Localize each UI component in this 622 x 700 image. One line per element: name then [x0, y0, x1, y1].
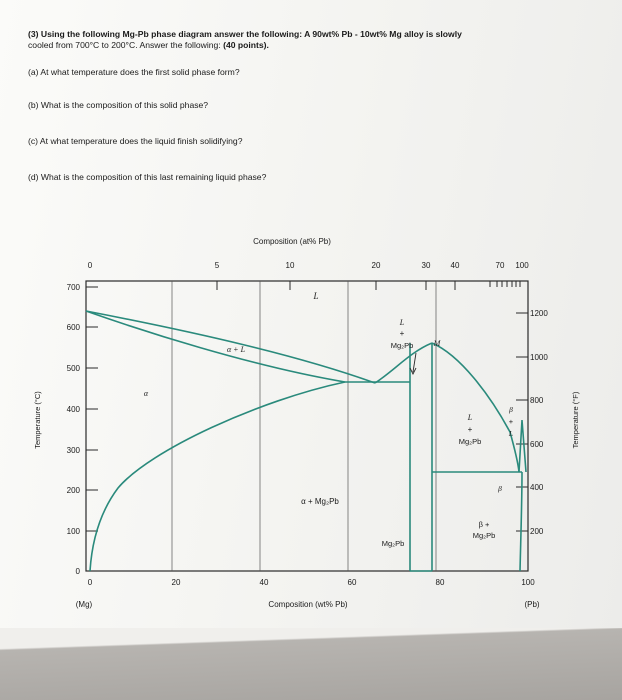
liquidus-right — [432, 343, 519, 472]
top-tick-label: 30 — [421, 261, 431, 270]
top-tick-label: 100 — [515, 261, 529, 270]
right-tick-label: 400 — [530, 483, 544, 492]
top-axis-title: Composition (at% Pb) — [253, 237, 331, 246]
right-tick-label: 1000 — [530, 353, 548, 362]
region-l-mg2pb-left-plus: + — [399, 329, 405, 338]
vertical-gridlines — [172, 281, 436, 571]
solidus-alpha — [86, 311, 345, 382]
bottom-tick-label: 60 — [347, 578, 357, 587]
right-tick-label: 600 — [530, 440, 544, 449]
region-beta-l-l: L — [508, 429, 514, 438]
question-line-1-text: (3) Using the following Mg-Pb phase diagram answer the following: A 90wt% Pb - 10wt% Mg alloy is slowly — [28, 29, 462, 39]
region-alpha: α — [143, 389, 149, 398]
top-tick-labels — [88, 261, 529, 270]
solvus-alpha — [90, 382, 345, 571]
left-tick-label: 300 — [66, 446, 80, 455]
region-l-mg2pb-right-plus: + — [467, 425, 473, 434]
region-beta-l-plus: + — [508, 417, 514, 426]
region-l-mg2pb-left-compound: Mg₂Pb — [390, 341, 414, 350]
top-tick-label: 10 — [285, 261, 295, 270]
region-beta-l-beta: β — [509, 405, 513, 414]
region-liquid: L — [313, 291, 319, 301]
beta-l-boundary — [519, 420, 526, 472]
left-tick-label: 0 — [75, 567, 80, 576]
left-tick-label: 700 — [66, 283, 80, 292]
top-tick-label: 20 — [371, 261, 381, 270]
left-tick-label: 400 — [66, 405, 80, 414]
top-tick-label: 0 — [87, 261, 93, 270]
right-tick-label: 200 — [530, 527, 544, 536]
region-l-mg2pb-left-l: L — [399, 318, 405, 327]
region-beta: β — [498, 484, 502, 493]
right-axis-title: Temperature (°F) — [571, 391, 580, 449]
region-beta-mg2pb-line2: Mg₂Pb — [472, 531, 496, 540]
bottom-axis-title: Composition (wt% Pb) — [268, 600, 348, 609]
left-ticks — [86, 287, 98, 531]
compound-mg2pb-label: Mg₂Pb — [381, 539, 405, 548]
left-tick-label: 100 — [66, 527, 80, 536]
question-d: (d) What is the composition of this last remaining liquid phase? — [28, 172, 267, 182]
right-tick-labels — [530, 309, 548, 536]
maximum-point-label: M — [433, 339, 441, 348]
bottom-tick-labels — [88, 578, 535, 587]
region-l-mg2pb-right-compound: Mg₂Pb — [458, 437, 482, 446]
left-tick-label: 500 — [66, 364, 80, 373]
bottom-tick-label: 0 — [87, 578, 93, 587]
left-end-label: (Mg) — [75, 600, 93, 609]
bottom-tick-label: 80 — [435, 578, 445, 587]
top-ticks — [217, 281, 520, 290]
bottom-tick-label: 100 — [521, 578, 535, 587]
region-alpha-liquid: α + L — [226, 345, 246, 354]
region-alpha-mg2pb: α + Mg₂Pb — [301, 497, 339, 506]
question-line-2-text: cooled from 700°C to 200°C. Answer the following: — [28, 40, 224, 50]
left-axis-title: Temperature (°C) — [33, 391, 42, 449]
top-tick-label: 5 — [214, 261, 220, 270]
bottom-tick-label: 20 — [171, 578, 181, 587]
right-tick-label: 800 — [530, 396, 544, 405]
bottom-tick-label: 40 — [259, 578, 269, 587]
top-tick-label: 40 — [450, 261, 460, 270]
right-tick-label: 1200 — [530, 309, 548, 318]
region-l-mg2pb-right-l: L — [467, 413, 473, 422]
region-beta-mg2pb-line1: β + — [478, 520, 490, 529]
question-c: (c) At what temperature does the liquid finish solidifying? — [28, 136, 243, 146]
left-tick-label: 600 — [66, 323, 80, 332]
top-tick-label: 70 — [495, 261, 505, 270]
question-b: (b) What is the composition of this solid phase? — [28, 100, 209, 110]
question-a: (a) At what temperature does the first solid phase form? — [28, 67, 240, 77]
question-points: (40 points). — [223, 40, 269, 50]
left-tick-label: 200 — [66, 486, 80, 495]
left-tick-labels — [67, 283, 81, 576]
right-end-label: (Pb) — [524, 600, 540, 609]
